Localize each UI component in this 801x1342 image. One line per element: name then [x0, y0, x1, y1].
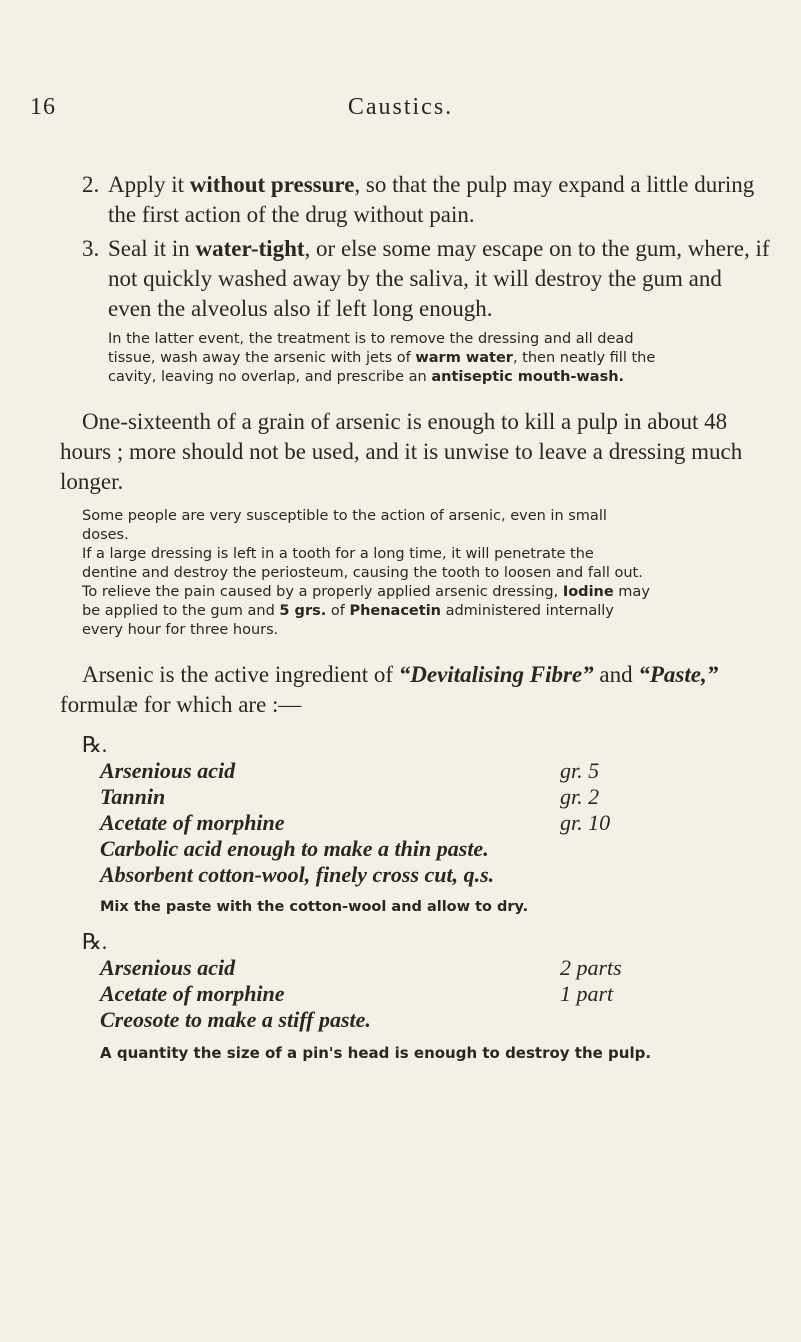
recipe-fibre	[60, 732, 770, 917]
item-text: , or else some may escape on to the gum, where, if not quickly washed away by the saliva, it will destroy the gum and even the alveolus also if left long enough.	[108, 236, 770, 321]
note-emphasis: Iodine	[562, 584, 614, 600]
item-number: 2.	[82, 172, 100, 197]
page-body	[60, 170, 770, 1063]
note-text: In the latter event, the treatment is to remove the dressing and all dead tissue, wash away the arsenic with jets of	[108, 331, 634, 366]
list-item-3	[60, 234, 770, 324]
recipe-line: Absorbent cotton-wool, finely cross cut, q.s.	[100, 862, 495, 887]
note-text: may be applied to the gum and	[82, 584, 650, 619]
recipe-line: Creosote to make a stiff paste.	[100, 1007, 371, 1032]
ingredient-qty: 1 part	[560, 981, 614, 1006]
note-emphasis: warm water	[415, 350, 513, 366]
ingredient-name: Arsenious acid	[100, 758, 236, 783]
item-text: Apply it	[108, 172, 190, 197]
recipe-note: A quantity the size of a pin's head is enough to destroy the pulp.	[100, 1044, 652, 1062]
item-text: , so that the pulp may expand a little during the first action of the drug without pain.	[108, 172, 755, 227]
para-text: Arsenic is the active ingredient of	[82, 662, 399, 687]
recipe-symbol: ℞.	[82, 929, 108, 954]
note-paragraph	[82, 583, 652, 640]
para-text: formulæ for which are :—	[60, 692, 302, 717]
para-emphasis: “Paste,”	[638, 662, 719, 687]
page-header	[0, 94, 801, 134]
running-head: Caustics.	[347, 94, 454, 120]
ingredient-qty: gr. 10	[560, 810, 611, 835]
ingredient-name: Acetate of morphine	[100, 981, 285, 1006]
recipe-symbol: ℞.	[82, 732, 108, 757]
ingredient-name: Arsenious acid	[100, 955, 236, 980]
para-emphasis: “Devitalising Fibre”	[398, 662, 594, 687]
note-text: administered internally every hour for three hours.	[82, 603, 614, 638]
note-latter-event	[108, 330, 668, 387]
note-emphasis: 5 grs.	[279, 603, 327, 619]
note-susceptibility	[82, 507, 652, 640]
ingredient-row	[100, 784, 630, 810]
ingredient-row	[100, 758, 630, 784]
ingredient-qty: gr. 2	[560, 784, 600, 809]
note-emphasis: Phenacetin	[349, 603, 441, 619]
item-emphasis: without pressure	[189, 172, 355, 197]
recipe-instruction: Mix the paste with the cotton-wool and allow to dry.	[100, 899, 529, 915]
paragraph-one-sixteenth: One-sixteenth of a grain of arsenic is enough to kill a pulp in about 48 hours ; more should not be used, and it is unwise to leave a dressing much longer.	[60, 409, 743, 494]
recipe-line: Carbolic acid enough to make a thin paste.	[100, 836, 489, 861]
ingredient-name: Tannin	[100, 784, 166, 809]
note-paragraph: Some people are very susceptible to the action of arsenic, even in small doses.	[82, 508, 607, 543]
ingredient-row	[100, 955, 630, 981]
item-text: Seal it in	[108, 236, 196, 261]
list-item-2	[60, 170, 770, 230]
page-number: 16	[30, 94, 56, 120]
note-text: of	[326, 603, 350, 619]
note-text: , then neatly fill the cavity, leaving no overlap, and prescribe an	[108, 350, 656, 385]
note-text: To relieve the pain caused by a properly applied arsenic dressing,	[82, 584, 563, 600]
ingredient-name: Acetate of morphine	[100, 810, 285, 835]
ingredient-qty: 2 parts	[560, 955, 622, 980]
paragraph-active-ingredient	[60, 660, 770, 720]
recipe-paste	[60, 929, 770, 1063]
ingredient-row	[100, 981, 630, 1007]
note-paragraph: If a large dressing is left in a tooth for a long time, it will penetrate the dentine and destroy the periosteum, causing the tooth to loosen and fall out.	[82, 546, 643, 581]
item-number: 3.	[82, 236, 100, 261]
para-text: and	[593, 662, 639, 687]
item-emphasis: water-tight	[195, 236, 305, 261]
ingredient-row	[100, 810, 630, 836]
ingredient-qty: gr. 5	[560, 758, 600, 783]
note-emphasis: antiseptic mouth-wash.	[431, 369, 625, 385]
